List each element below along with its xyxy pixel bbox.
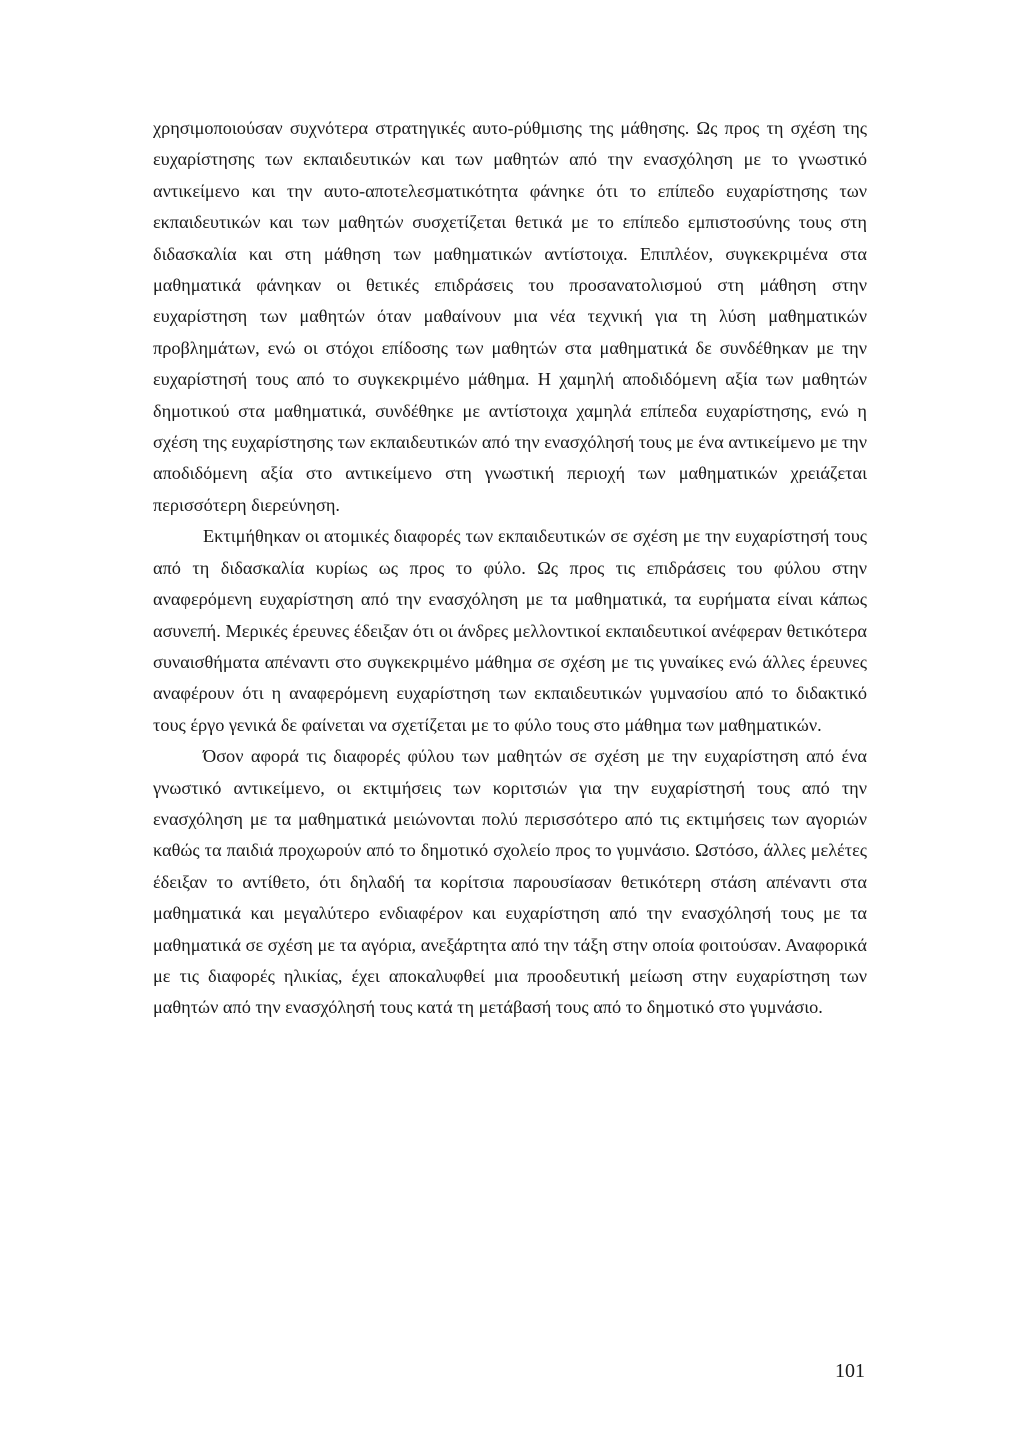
paragraph-teacher-gender-differences: Εκτιμήθηκαν οι ατομικές διαφορές των εκπαιδευτικών σε σχέση με την ευχαρίστησή τους από τη διδασκαλία κυρίως ως προς το φύλο. Ως προς τις επιδράσεις του φύλου στην αναφερόμενη ευχαρίστηση από την ενασχόληση με τα μαθηματικά, τα ευρήματα είναι κάπως ασυνεπή. Μερικές έρευνες έδειξαν ότι οι άνδρες μελλοντικοί εκπαιδευτικοί ανέφεραν θετικότερα συναισθήματα απέναντι στο συγκεκριμένο μάθημα σε σχέση με τις γυναίκες ενώ άλλες έρευνες αναφέρουν ότι η αναφερόμενη ευχαρίστηση των εκπαιδευτικών γυμνασίου από το διδακτικό τους έργο γενικά δε φαίνεται να σχετίζεται με το φύλο τους στο μάθημα των μαθηματικών. (153, 526, 867, 735)
page-body (153, 113, 867, 1024)
paragraph-student-gender-differences: Όσον αφορά τις διαφορές φύλου των μαθητών σε σχέση με την ευχαρίστηση από ένα γνωστικό αντικείμενο, οι εκτιμήσεις των κοριτσιών για την ευχαρίστησή τους από την ενασχόληση με τα μαθηματικά μειώνονται πολύ περισσότερο από τις εκτιμήσεις των αγοριών καθώς τα παιδιά προχωρούν από το δημοτικό σχολείο προς το γυμνάσιο. Ωστόσο, άλλες μελέτες έδειξαν το αντίθετο, ότι δηλαδή τα κορίτσια παρουσίασαν θετικότερη στάση απέναντι στα μαθηματικά και μεγαλύτερο ενδιαφέρον και ευχαρίστηση από την ενασχόλησή τους με τα μαθηματικά σε σχέση με τα αγόρια, ανεξάρτητα από την τάξη στην οποία φοιτούσαν. Αναφορικά με τις διαφορές ηλικίας, έχει αποκαλυφθεί μια προοδευτική μείωση στην ευχαρίστηση των μαθητών από την ενασχόλησή τους κατά τη μετάβασή τους από το δημοτικό στο γυμνάσιο. (153, 746, 867, 1018)
paragraph-continuation: χρησιμοποιούσαν συχνότερα στρατηγικές αυτο-ρύθμισης της μάθησης. Ως προς τη σχέση της ευχαρίστησης των εκπαιδευτικών και των μαθητών από την ενασχόληση με το γνωστικό αντικείμενο και την αυτο-αποτελεσματικότητα φάνηκε ότι το επίπεδο ευχαρίστησης των εκπαιδευτικών και των μαθητών συσχετίζεται θετικά με το επίπεδο εμπιστοσύνης τους στη διδασκαλία και στη μάθηση των μαθηματικών αντίστοιχα. Επιπλέον, συγκεκριμένα στα μαθηματικά φάνηκαν οι θετικές επιδράσεις του προσανατολισμού στη μάθηση στην ευχαρίστηση των μαθητών όταν μαθαίνουν μια νέα τεχνική για τη λύση μαθηματικών προβλημάτων, ενώ οι στόχοι επίδοσης των μαθητών στα μαθηματικά δε συνδέθηκαν με την ευχαρίστησή τους από το συγκεκριμένο μάθημα. Η χαμηλή αποδιδόμενη αξία των μαθητών δημοτικού στα μαθηματικά, συνδέθηκε με αντίστοιχα χαμηλά επίπεδα ευχαρίστησης, ενώ η σχέση της ευχαρίστησης των εκπαιδευτικών από την ενασχόλησή τους με ένα αντικείμενο με την αποδιδόμενη αξία στο αντικείμενο στη γνωστική περιοχή των μαθηματικών χρειάζεται περισσότερη διερεύνηση. (153, 118, 867, 515)
page-number: 101 (835, 1360, 865, 1382)
